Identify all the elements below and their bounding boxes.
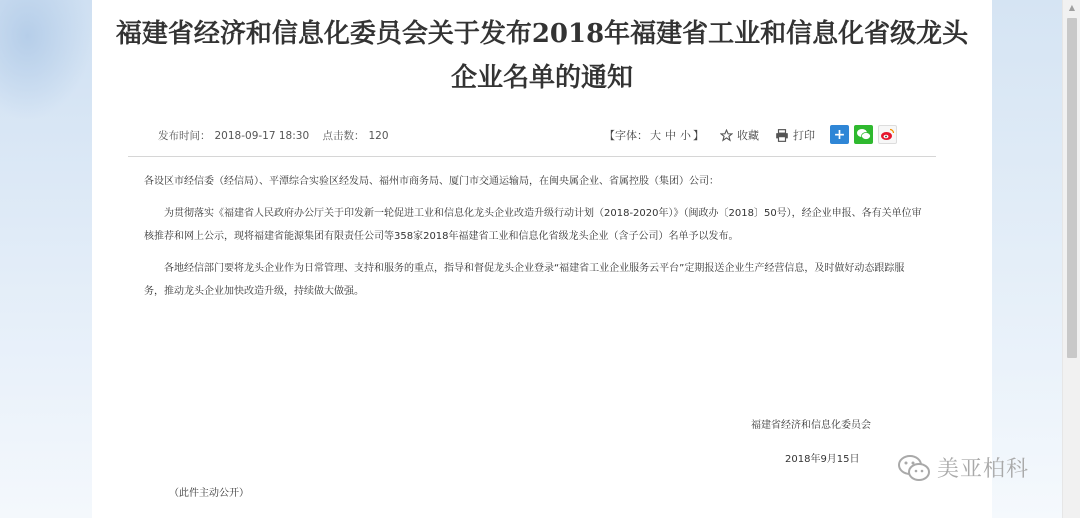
watermark: [897, 452, 1029, 483]
printer-icon: [775, 129, 789, 142]
star-icon: [720, 129, 733, 142]
article-meta: [158, 128, 393, 143]
scroll-thumb[interactable]: [1067, 18, 1077, 358]
article-toolbar: [604, 124, 831, 146]
plus-share-icon[interactable]: +: [830, 125, 849, 144]
scroll-up-arrow-icon[interactable]: ▲: [1068, 3, 1076, 12]
public-notice: （此件主动公开）: [169, 488, 249, 499]
vertical-scrollbar[interactable]: [1062, 0, 1080, 518]
body-paragraph-1: 为贯彻落实《福建省人民政府办公厅关于印发新一轮促进工业和信息化龙头企业改造升级行动计划（2018-2020年）》（闽政办〔2018〕50号），经企业申报、各有关单位审核推荐和网上公示，现将福建省能源集团有限责任公司等358家2018年福建省工业和信息化省级龙头企业（含子公司）名单予以发布。: [144, 208, 922, 242]
body-paragraph-2: 各地经信部门要将龙头企业作为日常管理、支持和服务的重点，指导和督促龙头企业登录“福建省工业企业服务云平台”定期报送企业生产经营信息，及时做好动态跟踪服务，推动龙头企业加快改造升级，持续做大做强。: [144, 263, 905, 297]
font-size-small-button[interactable]: 小: [680, 129, 691, 142]
salutation-paragraph: 各设区市经信委（经信局）、平潭综合实验区经发局、福州市商务局、厦门市交通运输局，在闽央属企业、省属控股（集团）公司：: [144, 176, 719, 187]
wechat-icon[interactable]: [854, 125, 873, 144]
watermark-text: 美亚柏科: [937, 457, 1030, 482]
article-title-line-1: 福建省经济和信息化委员会关于发布2018年福建省工业和信息化省级龙头: [115, 19, 969, 49]
clicks-label: 点击数：: [322, 130, 365, 142]
left-background: [0, 0, 92, 518]
clicks-count: 120: [368, 130, 389, 142]
font-size-large-button[interactable]: 大: [650, 129, 661, 142]
favorite-button[interactable]: [720, 127, 759, 143]
print-label: 打印: [793, 129, 815, 142]
header-divider: [128, 156, 936, 157]
article-title: [92, 12, 992, 100]
issue-date: 2018年9月15日: [785, 454, 860, 465]
favorite-label: 收藏: [737, 129, 759, 142]
font-size-selector: [604, 127, 704, 143]
wechat-logo-icon: [897, 454, 931, 482]
weibo-icon[interactable]: [878, 125, 897, 144]
issuer-signature: 福建省经济和信息化委员会: [751, 420, 871, 431]
share-bar: [830, 125, 902, 144]
font-size-label-close: 】: [693, 129, 704, 142]
font-size-label-open: 【字体：: [604, 129, 648, 142]
font-size-medium-button[interactable]: 中: [665, 129, 676, 142]
article-title-line-2: 企业名单的通知: [450, 63, 633, 93]
print-button[interactable]: [775, 127, 815, 143]
publish-time: 2018-09-17 18:30: [214, 130, 310, 142]
right-background: [992, 0, 1062, 518]
publish-time-label: 发布时间：: [158, 130, 211, 142]
